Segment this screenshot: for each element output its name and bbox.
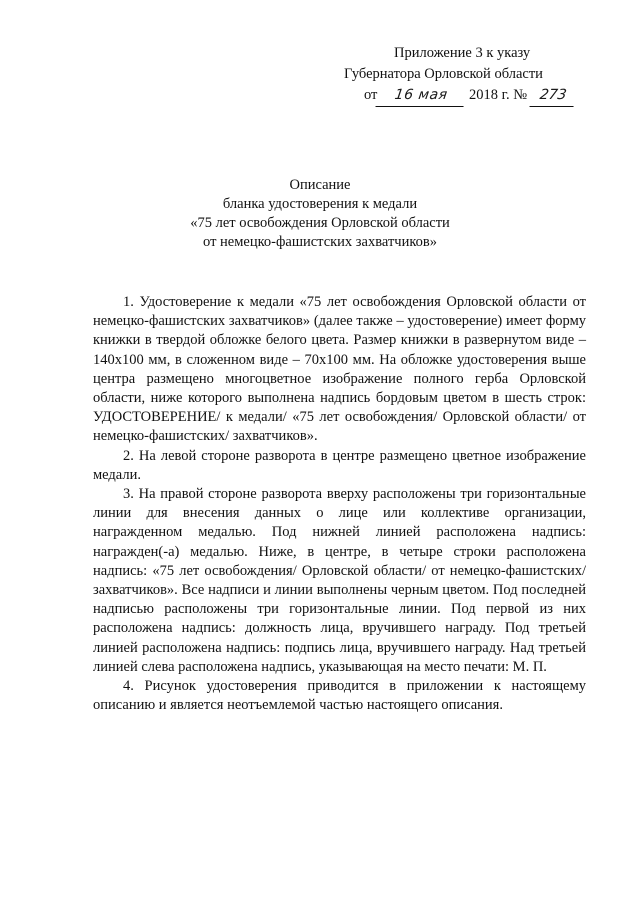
handwritten-number: 273 (529, 85, 576, 107)
year-number-label: 2018 г. № (469, 87, 528, 103)
paragraph-1: 1. Удостоверение к медали «75 лет освобождения Орловской области от немецко-фашистских захватчиков» (далее также – удостоверение) имеет форму книжки в твердой обложке белого цвета. Размер книжки в развернутом виде – 140x100 мм, в сложенном виде – 70x100 мм. На обложке удостоверения выше центра размещено многоцветное изображение полного герба Орловской области, ниже которого выполнена надпись бордовым цветом в шесть строк: УДОСТОВЕРЕНИЕ/ к медали/ «75 лет освобождения/ Орловской области/ от немецко-фашистских/ захватчиков». (93, 294, 586, 445)
document-title (120, 176, 520, 252)
attachment-label: Приложение 3 к указу (394, 45, 531, 61)
handwritten-date: 16 мая (376, 85, 467, 107)
title-line-4: от немецко-фашистских захватчиков» (203, 234, 437, 250)
governor-label: Губернатора Орловской области (344, 66, 543, 82)
title-line-3: «75 лет освобождения Орловской области (190, 215, 450, 231)
decree-date-line (344, 85, 584, 107)
paragraph-3: 3. На правой стороне разворота вверху расположены три горизонтальные линии для внесения данных о лице или коллективе организации, награжденном медалью. Под нижней линией расположена надпись: награжден(-а) медалью. Ниже, в центре, в четыре строки расположена надпись: «75 лет освобождения/ Орловской области/ от немецко-фашистских/ захватчиков». Все надписи и линии выполнены черным цветом. Под последней надписью расположены три горизонтальные линии. Под первой из них расположена надпись: должность лица, вручившего награду. Под третьей линией расположена надпись: подпись лица, вручившего награду. Над третьей линией слева расположена надпись, указывающая на место печати: М. П. (93, 486, 586, 675)
document-body (93, 293, 586, 715)
paragraph-4: 4. Рисунок удостоверения приводится в приложении к настоящему описанию и является неотъемлемой частью настоящего описания. (93, 678, 586, 714)
decree-attachment-header (344, 43, 584, 107)
date-prefix: от (364, 87, 378, 103)
title-line-1: Описание (289, 177, 351, 193)
title-line-2: бланка удостоверения к медали (222, 196, 418, 212)
paragraph-2: 2. На левой стороне разворота в центре размещено цветное изображение медали. (93, 447, 586, 483)
